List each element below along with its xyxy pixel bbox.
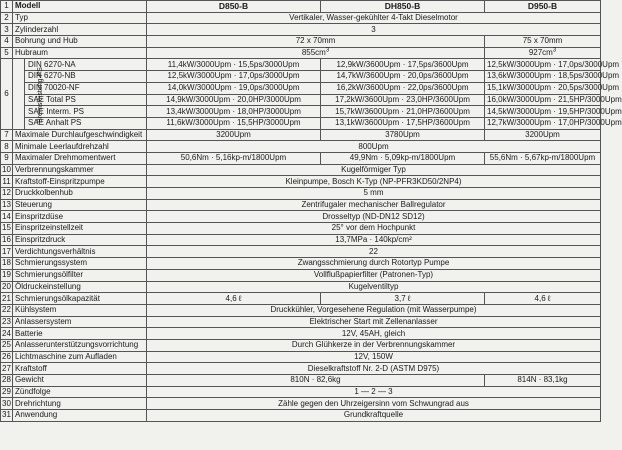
- table-row: [1, 129, 601, 141]
- row-value: 810N · 82,6kg: [147, 375, 485, 387]
- row-label: Minimale Leerlaufdrehzahl: [13, 141, 147, 153]
- row-value: Zwangsschmierung durch Rotortyp Pumpe: [147, 258, 601, 270]
- row-number: 25: [2, 340, 11, 350]
- row-number: 23: [2, 316, 11, 326]
- row-value: $927cm^3$: [485, 47, 601, 59]
- row-number: 17: [2, 246, 11, 256]
- model-dh850: DH850-B: [321, 1, 485, 13]
- row-value: 72 x 70mm: [147, 36, 485, 48]
- row-number: 26: [2, 351, 11, 361]
- table-row: [1, 141, 601, 153]
- row-number: 15: [2, 223, 11, 233]
- row-number: 30: [2, 398, 11, 408]
- row-value: 3: [147, 24, 601, 36]
- row-label: Gewicht: [13, 375, 147, 387]
- table-row: [1, 375, 601, 387]
- row-number: 4: [1, 36, 13, 48]
- row-label: Kraftstoff: [13, 363, 147, 375]
- row-value: Drosseltyp (ND-DN12 SD12): [147, 211, 601, 223]
- table-row: [1, 94, 601, 106]
- table-row: [1, 24, 601, 36]
- row-label: Maximaler Drehmomentwert: [13, 152, 147, 164]
- row-label: Bohrung und Hub: [13, 36, 147, 48]
- row-value: 14,5kW/3000Upm · 19,5HP/3000Upm: [485, 106, 601, 118]
- row-value: 14,9kW/3000Upm · 20,0HP/3000Upm: [147, 94, 321, 106]
- row-label: DIN 6270-NB: [25, 71, 147, 83]
- row-label: Schmierungsölkapazität: [13, 293, 147, 305]
- row-label: Einspritzdüse: [13, 211, 147, 223]
- row-number: 28: [2, 375, 11, 385]
- row-label: Lichtmaschine zum Aufladen: [13, 351, 147, 363]
- row-label: Modell: [13, 1, 147, 13]
- row-number: 5: [1, 47, 13, 59]
- row-label: DIN 6270-NA: [25, 59, 147, 71]
- table-row: [1, 117, 601, 129]
- row-label: Drehrichtung: [13, 398, 147, 410]
- row-label: Steuerung: [13, 199, 147, 211]
- table-row: [1, 328, 601, 340]
- row-label: Anwendung: [13, 410, 147, 422]
- table-row: [1, 106, 601, 118]
- row-value: 3,7 ℓ: [321, 293, 485, 305]
- row-value: 3200Upm: [485, 129, 601, 141]
- row-label: Typ: [13, 12, 147, 24]
- row-value: Dieselkraftstoff Nr. 2-D (ASTM D975): [147, 363, 601, 375]
- row-label: SAE Anhalt PS: [25, 117, 147, 129]
- header-row: [1, 1, 601, 13]
- table-row: [1, 304, 601, 316]
- row-value: 13,7MPa · 140kp/cm²: [147, 234, 601, 246]
- table-row: [1, 71, 601, 83]
- row-value: 16,0kW/3000Upm · 21,5HP/3000Upm: [485, 94, 601, 106]
- row-label: SAE Interm. PS: [25, 106, 147, 118]
- row-number: 29: [2, 387, 11, 397]
- row-value: 13,1kW/3600Upm · 17,5HP/3600Upm: [321, 117, 485, 129]
- row-label: Verdichtungsverhältnis: [13, 246, 147, 258]
- row-number: 10: [2, 164, 11, 174]
- table-row: [1, 398, 601, 410]
- table-row: [1, 351, 601, 363]
- row-number: 11: [2, 176, 11, 186]
- row-value: 25° vor dem Hochpunkt: [147, 223, 601, 235]
- table-row: [1, 386, 601, 398]
- table-row: [1, 59, 601, 71]
- row-value: 5 mm: [147, 188, 601, 200]
- row-label: Zylinderzahl: [13, 24, 147, 36]
- table-row: [1, 293, 601, 305]
- table-row: [1, 164, 601, 176]
- row-number: 20: [2, 281, 11, 291]
- row-number: 16: [2, 235, 11, 245]
- row-value: 15,1kW/3000Upm · 20,5ps/3000Upm: [485, 82, 601, 94]
- table-row: [1, 234, 601, 246]
- row-label: Öldruckeinstellung: [13, 281, 147, 293]
- row-label: Schmierungssystem: [13, 258, 147, 270]
- model-d950: D950-B: [485, 1, 601, 13]
- row-value: 814N · 83,1kg: [485, 375, 601, 387]
- row-number: 21: [2, 293, 11, 303]
- row-number: 19: [2, 270, 11, 280]
- row-label: Kraftstoff-Einspritzpumpe: [13, 176, 147, 188]
- table-row: [1, 258, 601, 270]
- row-value: 22: [147, 246, 601, 258]
- row-value: 12,5kW/3000Upm · 17,0ps/3000Upm: [147, 71, 321, 83]
- model-d850: D850-B: [147, 1, 321, 13]
- row-label: Verbrennungskammer: [13, 164, 147, 176]
- row-label: Batterie: [13, 328, 147, 340]
- table-row: [1, 152, 601, 164]
- row-label: Hubraum: [13, 47, 147, 59]
- row-value: 3780Upm: [321, 129, 485, 141]
- row-value: Zähle gegen den Uhrzeigersinn vom Schwungrad aus: [147, 398, 601, 410]
- row-value: $855cm^3$: [147, 47, 485, 59]
- row-value: Kugelförmiger Typ: [147, 164, 601, 176]
- table-row: [1, 188, 601, 200]
- row-value: 1 — 2 — 3: [147, 386, 601, 398]
- table-row: [1, 363, 601, 375]
- row-number: 6: [1, 59, 13, 129]
- row-value: 4,6 ℓ: [485, 293, 601, 305]
- row-value: 16,2kW/3600Upm · 22,0ps/3600Upm: [321, 82, 485, 94]
- row-number: 1: [1, 1, 13, 13]
- table-row: [1, 82, 601, 94]
- row-label: Einspritzdruck: [13, 234, 147, 246]
- table-row: [1, 176, 601, 188]
- row-value: Zentrifugaler mechanischer Ballregulator: [147, 199, 601, 211]
- row-label: Einspritzeinstellzeit: [13, 223, 147, 235]
- brake-group-label: Bremsleistung PS: [13, 59, 25, 129]
- row-value: 15,7kW/3600Upm · 21,0HP/3600Upm: [321, 106, 485, 118]
- row-value: Grundkraftquelle: [147, 410, 601, 422]
- row-value: 4,6 ℓ: [147, 293, 321, 305]
- table-row: [1, 199, 601, 211]
- row-number: 9: [1, 152, 13, 164]
- row-number: 7: [1, 129, 13, 141]
- row-value: 55,6Nm · 5,67kp-m/1800Upm: [485, 152, 601, 164]
- row-value: 13,4kW/3000Upm · 18,0HP/3000Upm: [147, 106, 321, 118]
- row-number: 31: [2, 410, 11, 420]
- row-value: 12V, 150W: [147, 351, 601, 363]
- row-number: 2: [1, 12, 13, 24]
- table-row: [1, 246, 601, 258]
- table-row: [1, 12, 601, 24]
- table-row: [1, 211, 601, 223]
- row-value: 14,7kW/3600Upm · 20,0ps/3600Upm: [321, 71, 485, 83]
- row-value: 50,6Nm · 5,16kp-m/1800Upm: [147, 152, 321, 164]
- row-value: 49,9Nm · 5,09kp-m/1800Upm: [321, 152, 485, 164]
- row-label: SAE Total PS: [25, 94, 147, 106]
- row-number: 18: [2, 258, 11, 268]
- row-label: Druckkolbenhub: [13, 188, 147, 200]
- row-number: 27: [2, 363, 11, 373]
- row-number: 8: [1, 141, 13, 153]
- row-value: 14,0kW/3000Upm · 19,0ps/3000Upm: [147, 82, 321, 94]
- table-row: [1, 339, 601, 351]
- row-value: Durch Glühkerze in der Verbrennungskammer: [147, 339, 601, 351]
- row-number: 13: [2, 200, 11, 210]
- table-row: [1, 47, 601, 59]
- row-label: Anlasserunterstützungsvorrichtung: [13, 339, 147, 351]
- row-label: Maximale Durchlaufgeschwindigkeit: [13, 129, 147, 141]
- table-row: [1, 223, 601, 235]
- table-row: [1, 36, 601, 48]
- row-value: Kleinpumpe, Bosch K-Typ (NP-PFR3KD50/2NP4): [147, 176, 601, 188]
- row-label: Zündfolge: [13, 386, 147, 398]
- row-value: 11,4kW/3000Upm · 15,5ps/3000Upm: [147, 59, 321, 71]
- row-value: Elektrischer Start mit Zellenanlasser: [147, 316, 601, 328]
- row-value: 12,7kW/3000Upm · 17,0HP/3000Upm: [485, 117, 601, 129]
- row-number: 22: [2, 305, 11, 315]
- table-row: [1, 269, 601, 281]
- row-value: Vertikaler, Wasser-gekühlter 4-Takt Dieselmotor: [147, 12, 601, 24]
- row-value: 800Upm: [147, 141, 601, 153]
- row-number: 14: [2, 211, 11, 221]
- row-value: 75 x 70mm: [485, 36, 601, 48]
- row-label: DIN 70020-NF: [25, 82, 147, 94]
- row-label: Kühlsystem: [13, 304, 147, 316]
- row-number: 24: [2, 328, 11, 338]
- row-label: Schmierungsölfilter: [13, 269, 147, 281]
- row-value: 12V, 45AH, gleich: [147, 328, 601, 340]
- row-value: 13,6kW/3000Upm · 18,5ps/3000Upm: [485, 71, 601, 83]
- row-label: Anlassersystem: [13, 316, 147, 328]
- table-row: [1, 281, 601, 293]
- row-value: 12,5kW/3000Upm · 17,0ps/3000Upm: [485, 59, 601, 71]
- row-value: 12,9kW/3600Upm · 17,5ps/3600Upm: [321, 59, 485, 71]
- table-row: [1, 316, 601, 328]
- row-value: Druckkühler, Vorgesehene Regulation (mit Wasserpumpe): [147, 304, 601, 316]
- row-value: 3200Upm: [147, 129, 321, 141]
- table-row: [1, 410, 601, 422]
- row-value: Kugelventiltyp: [147, 281, 601, 293]
- row-number: 3: [1, 24, 13, 36]
- row-number: 12: [2, 188, 11, 198]
- row-value: 17,2kW/3600Upm · 23,0HP/3600Upm: [321, 94, 485, 106]
- row-value: 11,6kW/3000Upm · 15,5HP/3000Upm: [147, 117, 321, 129]
- row-value: Vollflußpapierfilter (Patronen-Typ): [147, 269, 601, 281]
